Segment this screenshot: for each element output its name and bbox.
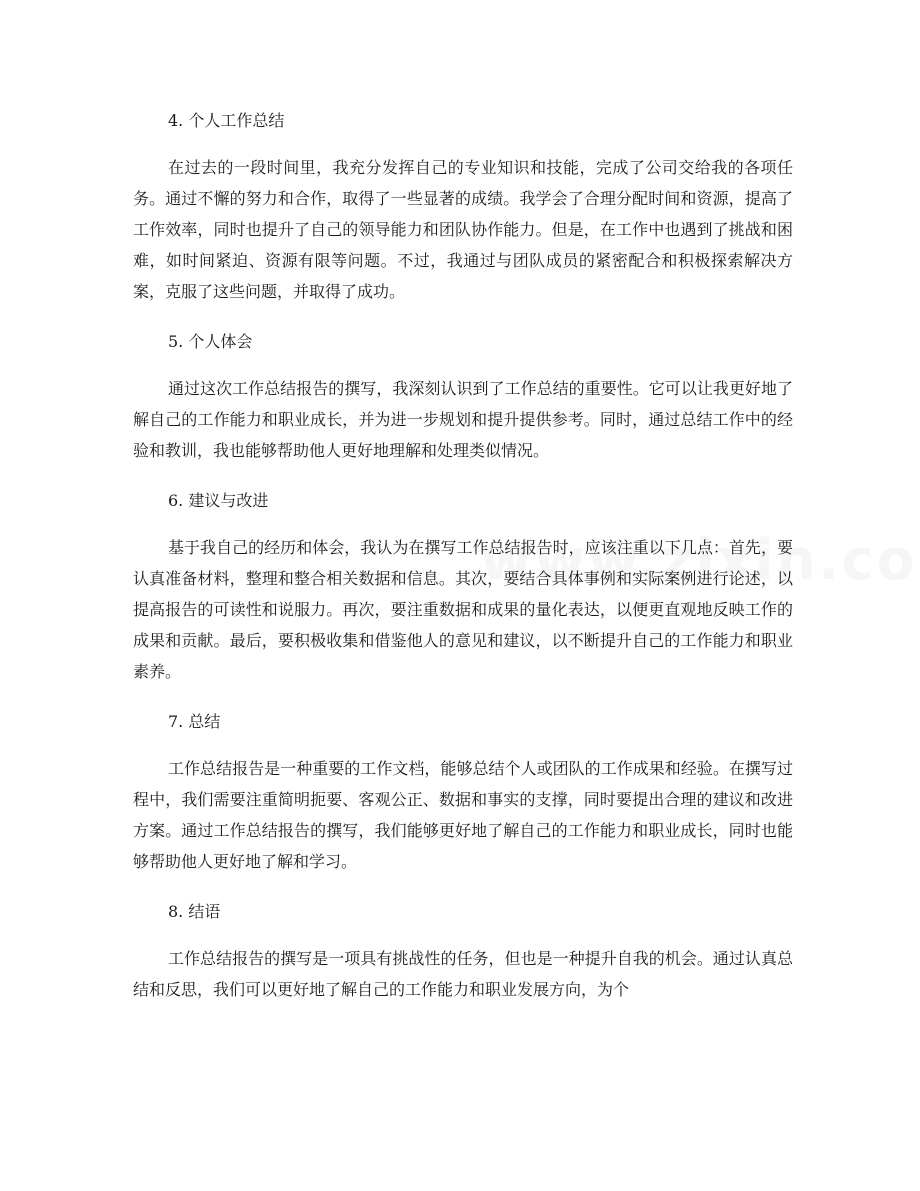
section-paragraph: 在过去的一段时间里，我充分发挥自己的专业知识和技能，完成了公司交给我的各项任务。通过不懈的努力和合作，取得了一些显著的成绩。我学会了合理分配时间和资源，提高了工作效率，同时也提升了自己的领导能力和团队协作能力。但是，在工作中也遇到了挑战和困难，如时间紧迫、资源有限等问题。不过，我通过与团队成员的紧密配合和积极探索解决方案，克服了这些问题，并取得了成功。 xyxy=(133,158,793,301)
section-paragraph: 通过这次工作总结报告的撰写，我深刻认识到了工作总结的重要性。它可以让我更好地了解自己的工作能力和职业成长，并为进一步规划和提升提供参考。同时，通过总结工作中的经验和教训，我也能够帮助他人更好地理解和处理类似情况。 xyxy=(133,379,793,460)
section-heading: 6. 建议与改进 xyxy=(168,491,269,510)
document-body xyxy=(133,104,793,1023)
section-heading: 5. 个人体会 xyxy=(168,332,253,351)
section-4 xyxy=(133,104,793,307)
section-7 xyxy=(133,705,793,877)
section-paragraph: 工作总结报告的撰写是一项具有挑战性的任务，但也是一种提升自我的机会。通过认真总结和反思，我们可以更好地了解自己的工作能力和职业发展方向，为个 xyxy=(133,949,793,999)
section-paragraph: 基于我自己的经历和体会，我认为在撰写工作总结报告时，应该注重以下几点：首先，要认真准备材料，整理和整合相关数据和信息。其次，要结合具体事例和实际案例进行论述，以提高报告的可读性和说服力。再次，要注重数据和成果的量化表达，以便更直观地反映工作的成果和贡献。最后，要积极收集和借鉴他人的意见和建议，以不断提升自己的工作能力和职业素养。 xyxy=(133,538,793,681)
section-5 xyxy=(133,325,793,466)
section-6 xyxy=(133,484,793,687)
section-heading: 8. 结语 xyxy=(168,902,221,921)
section-8 xyxy=(133,895,793,1005)
section-paragraph: 工作总结报告是一种重要的工作文档，能够总结个人或团队的工作成果和经验。在撰写过程中，我们需要注重简明扼要、客观公正、数据和事实的支撑，同时要提出合理的建议和改进方案。通过工作总结报告的撰写，我们能够更好地了解自己的工作能力和职业成长，同时也能够帮助他人更好地了解和学习。 xyxy=(133,759,793,871)
section-heading: 7. 总结 xyxy=(168,712,221,731)
section-heading: 4. 个人工作总结 xyxy=(168,111,285,130)
